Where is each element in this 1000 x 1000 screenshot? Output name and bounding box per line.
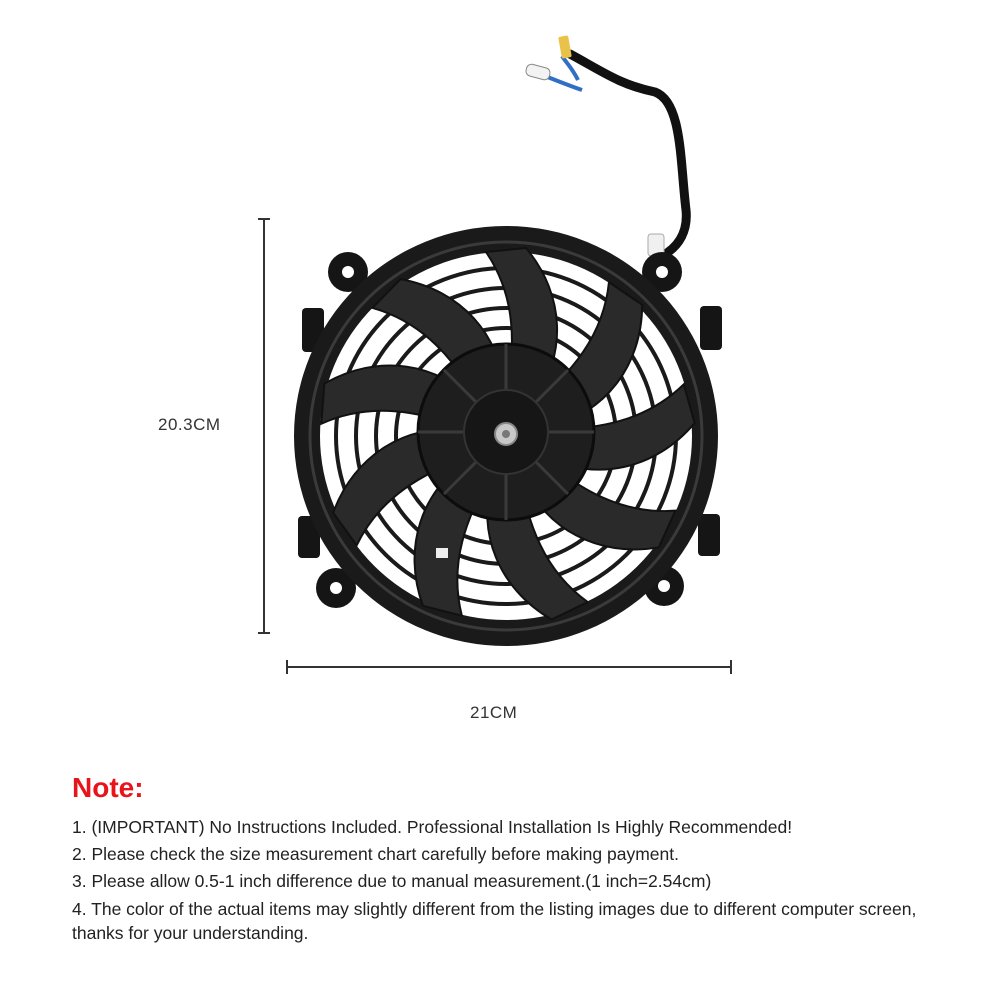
note-item-2: 2. Please check the size measurement chart carefully before making payment. (72, 844, 679, 864)
note-item-1: 1. (IMPORTANT) No Instructions Included. Professional Installation Is Highly Recommended! (72, 817, 793, 837)
height-label: 20.3CM (158, 415, 221, 434)
width-dimension-line (286, 660, 732, 674)
note-item-4: 4. The color of the actual items may slightly different from the listing images due to different computer screen, thanks for your understanding. (72, 899, 917, 943)
note-list (72, 814, 972, 945)
note-title: Note: (72, 772, 144, 803)
radiator-cooling-fan-icon (270, 10, 750, 660)
height-dimension-line (258, 218, 270, 634)
note-item-3: 3. Please allow 0.5-1 inch difference due to manual measurement.(1 inch=2.54cm) (72, 871, 712, 891)
fan-image (270, 10, 750, 660)
width-label: 21CM (470, 703, 518, 722)
